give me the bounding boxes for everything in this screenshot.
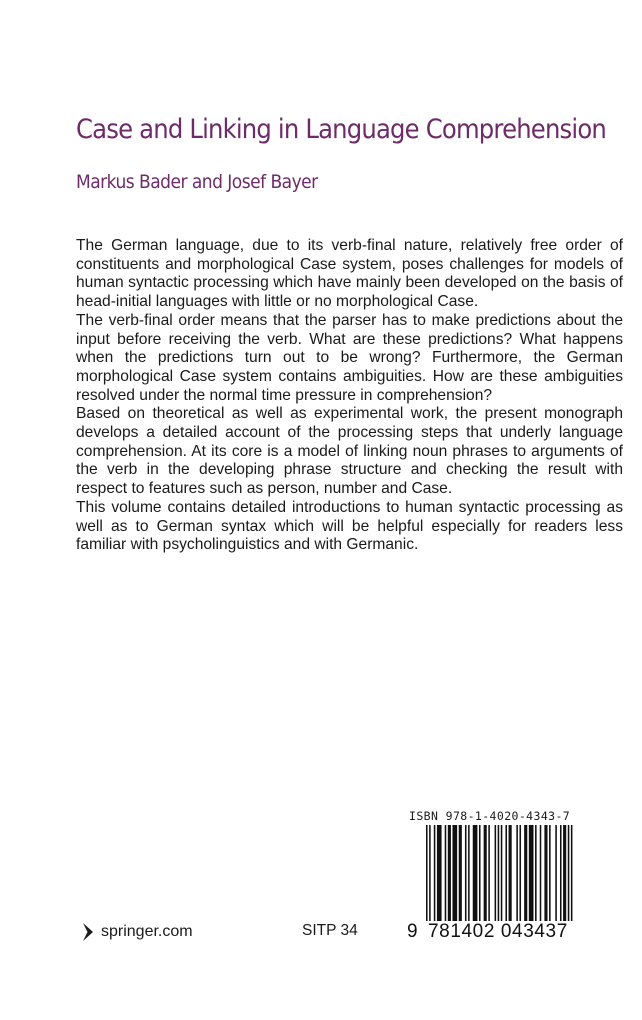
barcode-bar [448,825,451,928]
description-paragraph: The German language, due to its verb-final nature, relatively free order of constituents and morphological Case system, poses challenges for models of human syntactic processing which have mainly been developed on the basis of head-initial languages with little or no morphological Case. [76,237,623,311]
barcode-bar [571,825,573,928]
barcode-bar [540,825,542,928]
publisher-website[interactable]: springer.com [101,923,193,940]
barcode-bar [560,825,562,928]
barcode-bar [437,825,442,928]
barcode-bar [429,825,431,928]
barcode-bar [529,825,534,928]
series-label: SITP 34 [302,922,358,939]
barcode-bar [468,825,470,928]
barcode-bar [426,825,428,928]
barcode-bar [459,825,462,928]
barcode-bar [555,825,557,928]
barcode-bar [544,825,547,928]
barcode-bar [519,825,521,928]
barcode-bar [473,825,478,928]
ean-digits: 781402 043437 [428,921,568,942]
ean-first-digit: 9 [407,921,418,942]
book-description [76,237,623,555]
barcode-bar [516,825,518,928]
barcode-bar [488,825,490,928]
barcode-bar [465,825,467,928]
isbn-label: ISBN 978-1-4020-4343-7 [409,809,571,823]
barcode-bar [495,825,497,928]
barcode-bar [452,825,457,928]
barcode-bar [445,825,447,928]
barcode-bar [568,825,570,928]
book-authors: Markus Bader and Josef Bayer [76,171,318,193]
book-title: Case and Linking in Language Comprehension [76,114,606,145]
description-paragraph: The verb-final order means that the parser has to make predictions about the input before receiving the verb. What are these predictions? What happens when the predictions turn out to be wrong? Furthermore, the German morphological Case system contains ambiguities. How are these ambiguities resolved under the normal time pressure in comprehension? [76,311,623,404]
barcode-bar [509,825,512,928]
barcode-bar [434,825,436,928]
barcode-bar [535,825,537,928]
barcode-bar [505,825,507,928]
description-paragraph: Based on theoretical as well as experimental work, the present monograph develops a detailed account of the processing steps that underly language comprehension. At its core is a model of linking noun phrases to arguments of the verb in the developing phrase structure and checking the result with respect to features such as person, number and Case. [76,405,623,498]
barcode-bar [498,825,500,928]
barcode-bar [484,825,487,928]
barcode-bar [549,825,551,928]
barcode-bar [479,825,481,928]
chevron-right-icon [82,922,94,942]
barcode-bar [563,825,566,928]
publisher-link[interactable] [82,922,193,942]
description-paragraph: This volume contains detailed introductions to human syntactic processing as well as to German syntax which will be helpful especially for readers less familiar with psycholinguistics and with Germanic. [76,498,623,554]
barcode-bar [501,825,503,928]
barcode-image [426,825,574,928]
barcode-bar [524,825,527,928]
